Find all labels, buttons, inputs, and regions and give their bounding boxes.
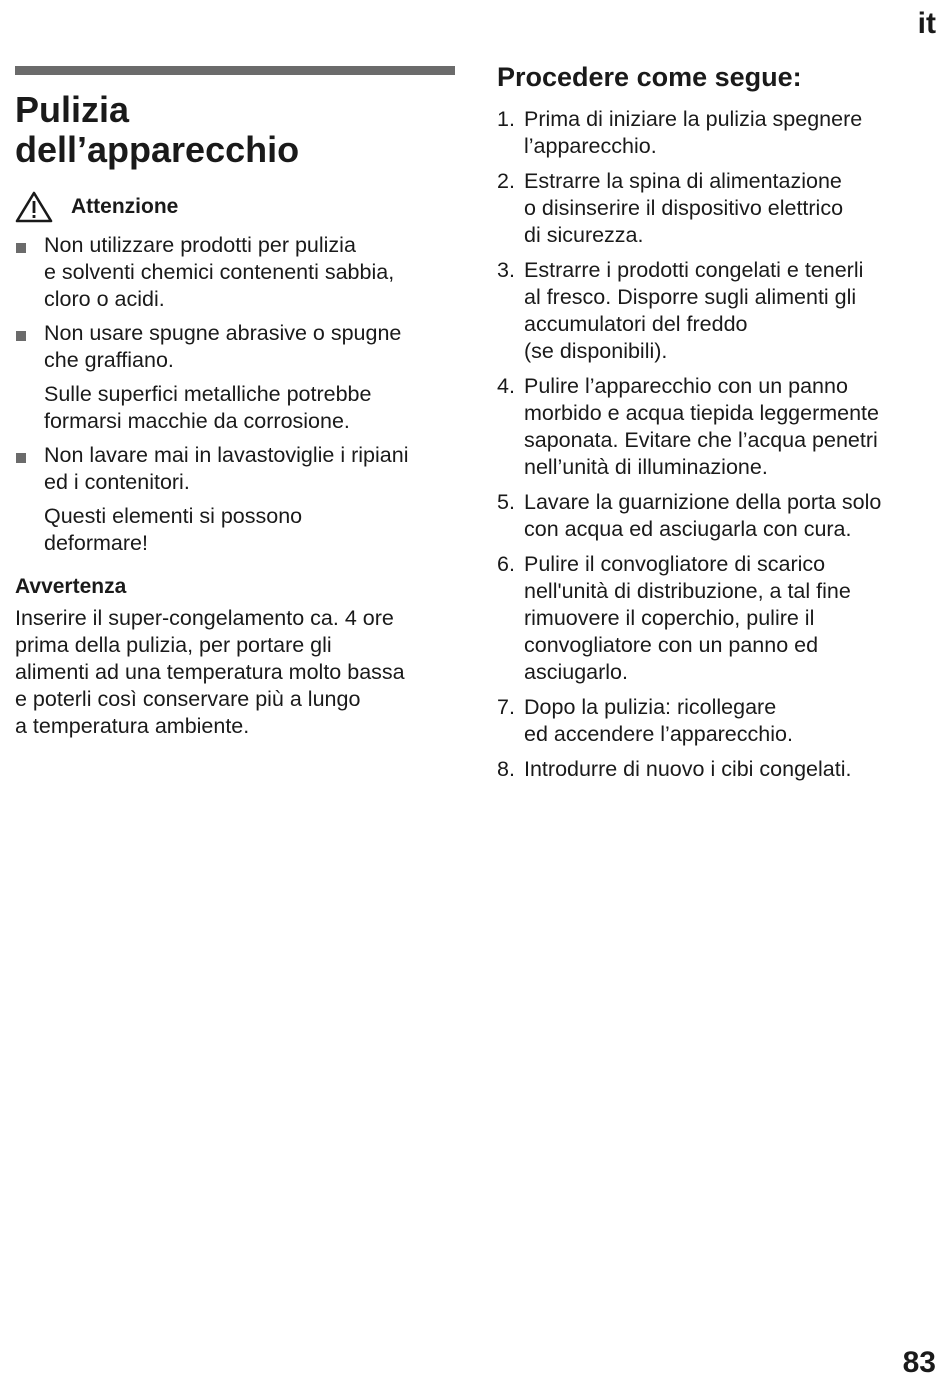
text-line: Lavare la guarnizione della porta solo [524,490,882,514]
text-line: rimuovere il coperchio, pulire il [524,606,815,630]
text-line: di sicurezza. [524,223,644,247]
text-line: nell’unità di illuminazione. [524,455,768,479]
section-title-line-2: dell’apparecchio [15,129,300,170]
step-number: 8. [497,757,515,781]
text-line: o disinserire il dispositivo elettrico [524,196,844,220]
section-title [15,90,455,170]
text-line: Questi elementi si possono [44,504,303,528]
step-item [497,694,937,748]
step-item [497,257,937,365]
step-item [497,551,937,686]
text-line: con acqua ed asciugarla con cura. [524,517,852,541]
step-number: 4. [497,374,515,398]
text-line: cloro o acidi. [44,287,165,311]
text-line: Dopo la pulizia: ricollegare [524,695,777,719]
bullet-square-icon [16,243,26,253]
cleaning-section [15,66,455,740]
text-line: Inserire il super-congelamento ca. 4 ore [15,606,394,630]
list-item-text [44,442,455,496]
step-item [497,106,937,160]
text-line: Non utilizzare prodotti per pulizia [44,233,356,257]
text-line: morbido e acqua tiepida leggermente [524,401,879,425]
step-number: 1. [497,107,515,131]
text-line: Non lavare mai in lavastoviglie i ripiani [44,443,409,467]
warning-label: Attenzione [71,195,179,218]
text-line: (se disponibili). [524,339,668,363]
step-item [497,168,937,249]
procedure-title: Procedere come segue: [497,62,802,92]
section-title-line-1: Pulizia [15,89,130,130]
text-line: accumulatori del freddo [524,312,748,336]
text-line: al fresco. Disporre sugli alimenti gli [524,285,857,309]
text-line: formarsi macchie da corrosione. [44,409,350,433]
step-number: 6. [497,552,515,576]
text-line: Pulire il convogliatore di scarico [524,552,826,576]
text-line: Introdurre di nuovo i cibi congelati. [524,757,852,781]
text-line: deformare! [44,531,148,555]
note-heading: Avvertenza [15,575,127,598]
language-tag: it [917,7,936,40]
text-line: che graffiano. [44,348,174,372]
list-item [15,232,455,313]
section-rule [15,66,455,75]
step-item [497,489,937,543]
list-item-text [44,232,455,313]
text-line: Pulire l’apparecchio con un panno [524,374,848,398]
bullet-square-icon [16,453,26,463]
list-item-note [44,503,455,557]
text-line: convogliatore con un panno ed [524,633,819,657]
text-line: alimenti ad una temperatura molto bassa [15,660,405,684]
text-line: e poterli così conservare più a lungo [15,687,361,711]
warning-list [15,232,455,557]
text-line: Estrarre la spina di alimentazione [524,169,842,193]
bullet-square-icon [16,331,26,341]
text-line: prima della pulizia, per portare gli [15,633,332,657]
text-line: Prima di iniziare la pulizia spegnere [524,107,863,131]
step-item [497,373,937,481]
text-line: l’apparecchio. [524,134,657,158]
warning-triangle-icon [15,190,53,224]
list-item-text [44,320,455,374]
step-number: 2. [497,169,515,193]
procedure-section [497,60,937,791]
text-line: ed accendere l’apparecchio. [524,722,793,746]
step-number: 7. [497,695,515,719]
text-line: Sulle superfici metalliche potrebbe [44,382,372,406]
step-item [497,756,937,783]
page-number: 83 [902,1346,936,1379]
text-line: a temperatura ambiente. [15,714,250,738]
step-number: 3. [497,258,515,282]
list-item [15,320,455,435]
warning-heading [15,190,455,224]
text-line: ed i contenitori. [44,470,190,494]
list-item [15,442,455,557]
text-line: Estrarre i prodotti congelati e tenerli [524,258,864,282]
text-line: asciugarlo. [524,660,628,684]
procedure-steps [497,106,937,783]
text-line: saponata. Evitare che l’acqua penetri [524,428,878,452]
step-number: 5. [497,490,515,514]
text-line: Non usare spugne abrasive o spugne [44,321,402,345]
text-line: nell'unità di distribuzione, a tal fine [524,579,851,603]
note-paragraph [15,605,455,740]
text-line: e solventi chemici contenenti sabbia, [44,260,395,284]
list-item-note [44,381,455,435]
